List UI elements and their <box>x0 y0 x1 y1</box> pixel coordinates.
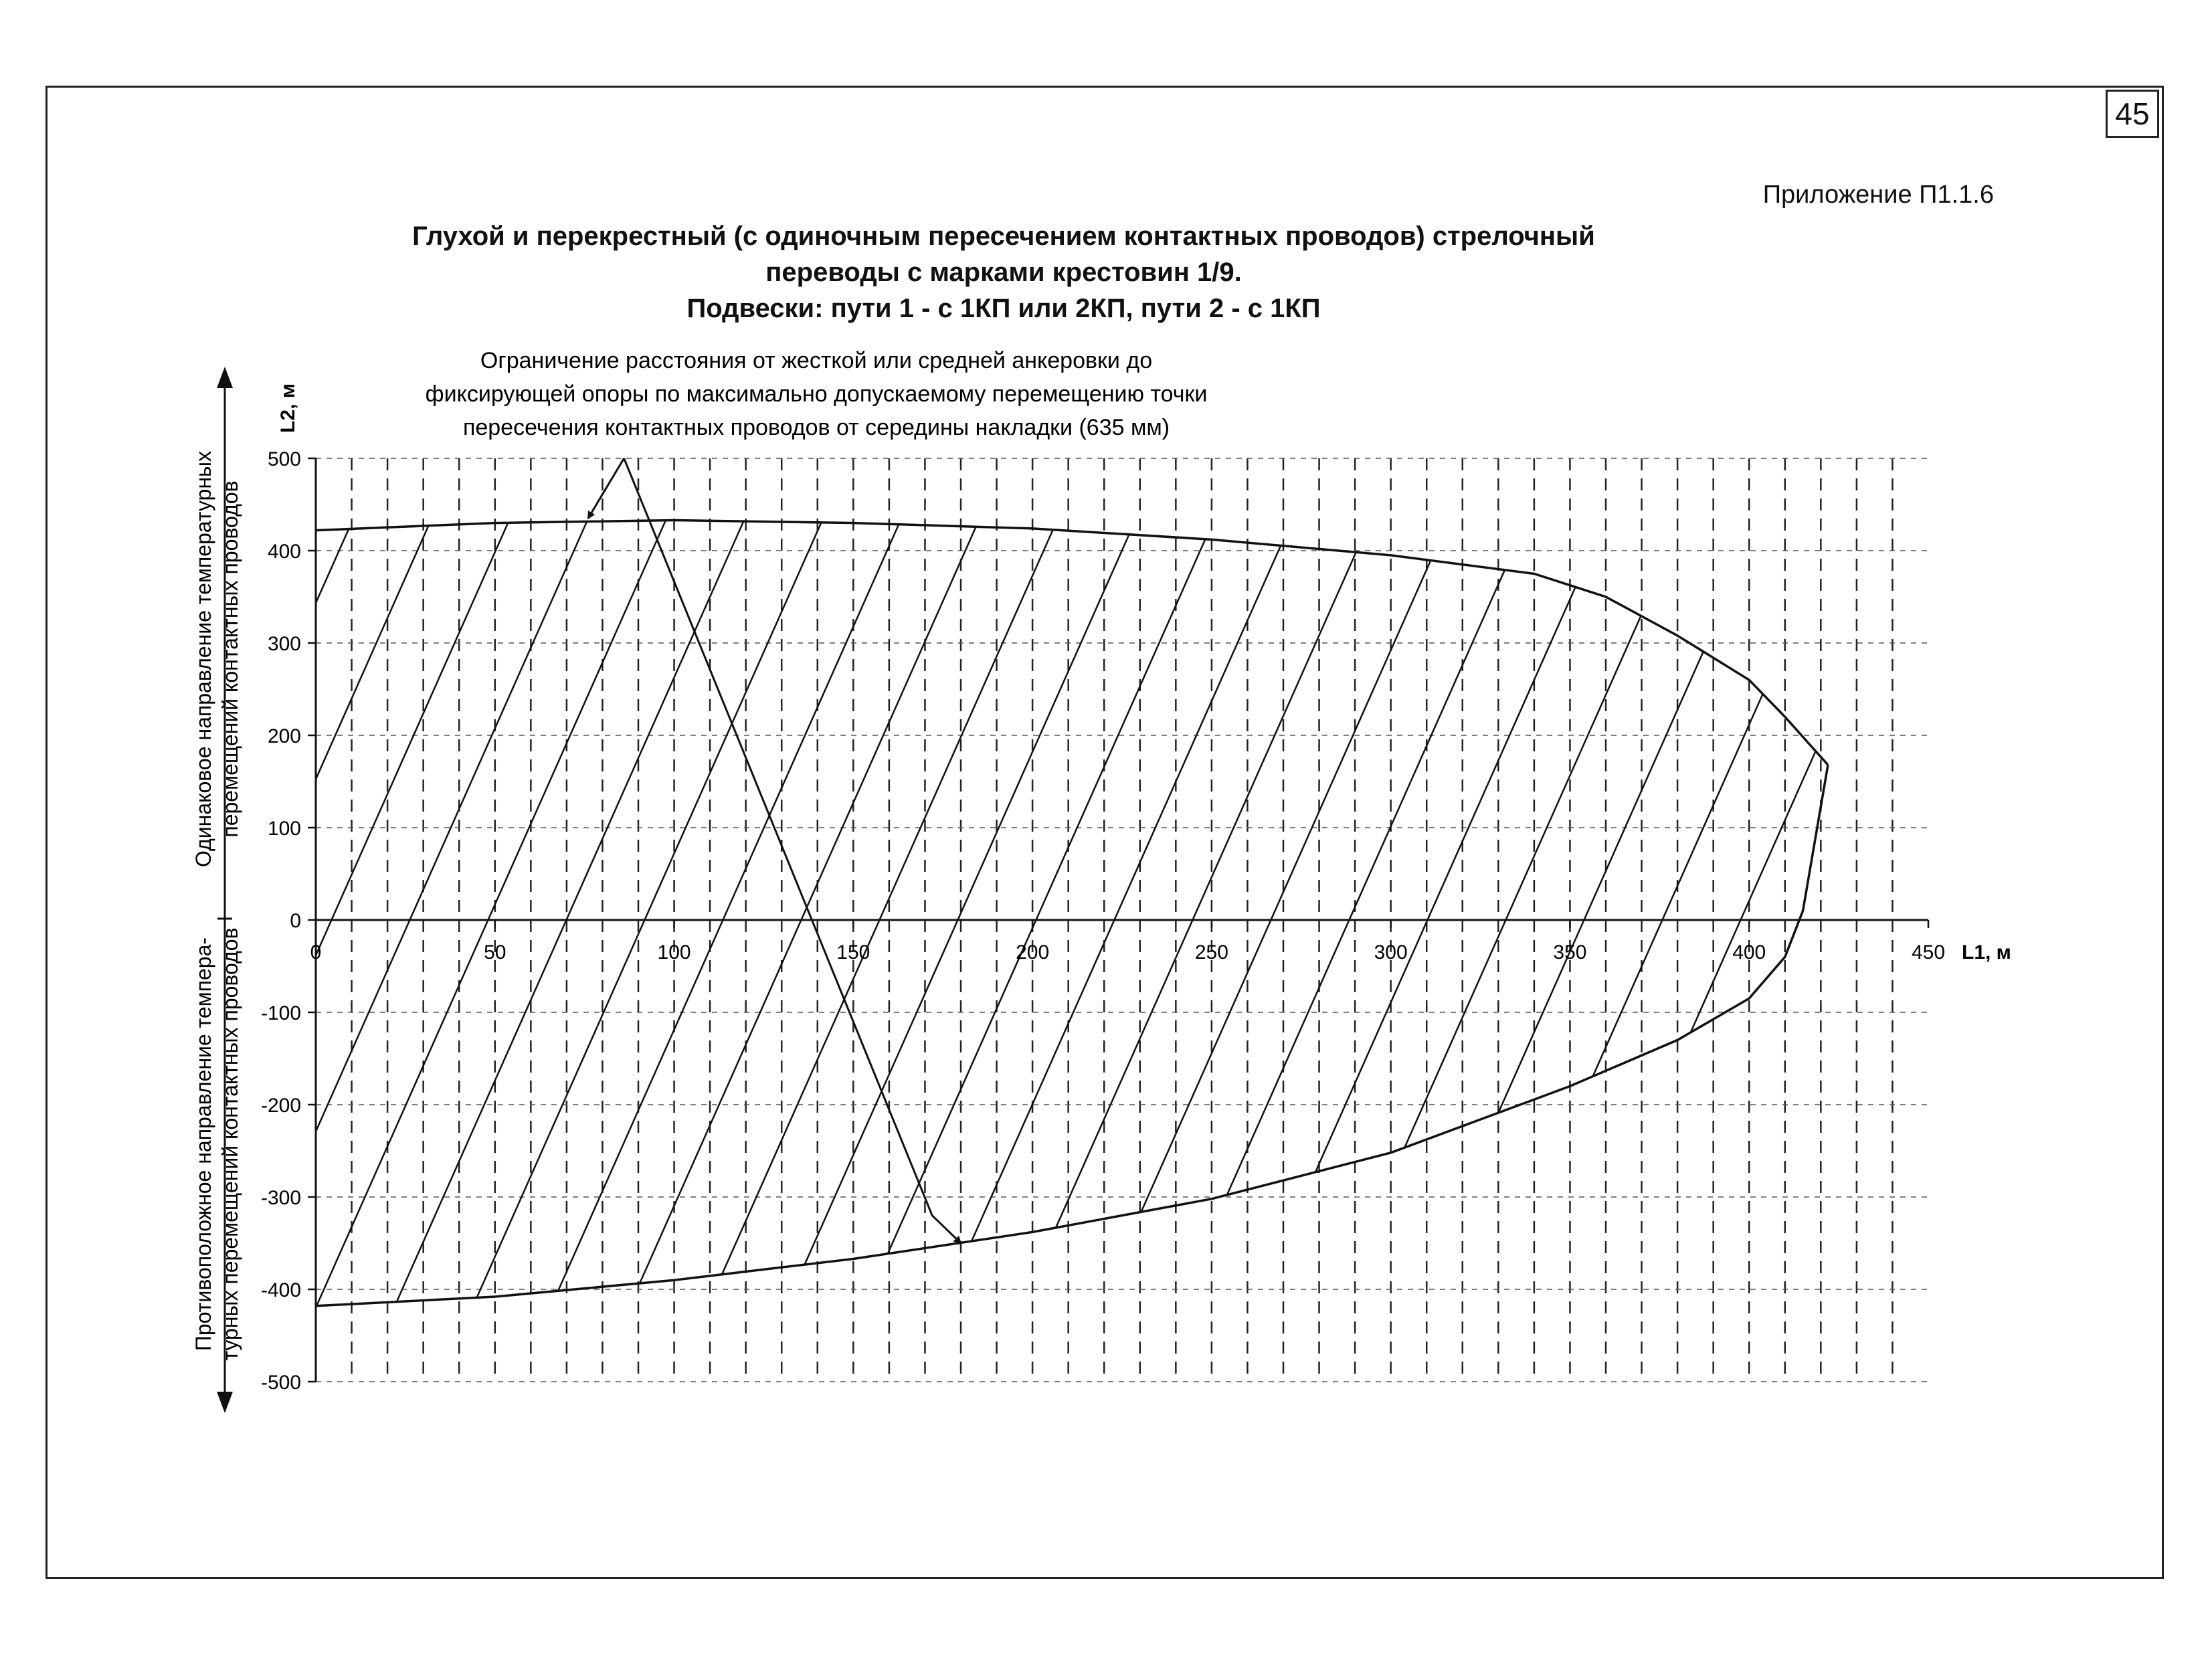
title-line-1: Глухой и перекрестный (с одиночным пересечением контактных проводов) стрелочный <box>412 221 1595 251</box>
y-tick-label: -400 <box>260 1279 301 1301</box>
hatch-line <box>23 0 665 1439</box>
hatch-line <box>258 0 900 1439</box>
hatch-line <box>571 0 1213 1439</box>
side-label-lower: Противоположное направление темпера- <box>191 937 215 1352</box>
hatch-line <box>727 0 1370 1439</box>
x-tick-label: 350 <box>1553 941 1587 963</box>
hatch-line <box>884 0 1526 1439</box>
hatch-line <box>1119 0 1761 1439</box>
hatch-line <box>336 0 978 1439</box>
annotation-line: пересечения контактных проводов от середины накладки (635 мм) <box>462 415 1170 440</box>
hatch-line <box>1980 0 2212 1439</box>
hatch-line <box>1823 0 2212 1439</box>
y-tick-label: -100 <box>260 1002 301 1024</box>
y-tick-label: 200 <box>267 725 301 747</box>
page-number: 45 <box>2106 90 2159 138</box>
x-tick-label: 50 <box>484 941 506 963</box>
y-tick-label: 400 <box>267 541 301 563</box>
hatch-line <box>1745 0 2212 1439</box>
side-arrow-down <box>217 1392 233 1413</box>
y-tick-label: 100 <box>267 818 301 840</box>
x-tick-label: 100 <box>657 941 691 963</box>
side-arrow-up <box>217 367 233 388</box>
y-tick-label: -500 <box>260 1372 301 1394</box>
hatch-line <box>1354 0 1996 1439</box>
y-tick-label: 0 <box>290 910 301 932</box>
x-tick-label: 0 <box>310 941 322 963</box>
side-label-upper: перемещений контактных проводов <box>218 480 242 838</box>
hatch-line <box>806 0 1448 1439</box>
hatch-line <box>492 0 1135 1439</box>
y-axis-label: L2, м <box>277 383 299 433</box>
y-tick-label: 500 <box>267 448 301 470</box>
title-line-3: Подвески: пути 1 - с 1КП или 2КП, пути 2 - с 1КП <box>686 294 1321 323</box>
title-line-2: переводы с марками крестовин 1/9. <box>765 258 1242 287</box>
constraint-arrow-left <box>588 458 624 519</box>
hatch-line <box>179 0 822 1439</box>
hatch-line <box>1588 0 2212 1439</box>
x-tick-label: 300 <box>1374 941 1408 963</box>
annotation-line: Ограничение расстояния от жесткой или средней анкеровки до <box>480 348 1153 373</box>
y-tick-label: 300 <box>267 633 301 655</box>
x-tick-label: 400 <box>1732 941 1766 963</box>
hatch-line <box>1902 0 2212 1439</box>
annotation-line: фиксирующей опоры по максимально допускаемому перемещению точки <box>425 381 1208 407</box>
side-label-upper: Одинаковое направление температурных <box>191 450 215 868</box>
text-layer <box>191 348 2011 1394</box>
hatch-line <box>1040 0 1683 1439</box>
y-tick-label: -200 <box>260 1095 301 1117</box>
x-tick-label: 450 <box>1911 941 1946 963</box>
y-tick-label: -300 <box>260 1187 301 1209</box>
hatch-line <box>1194 0 1839 1439</box>
x-axis-label: L1, м <box>1962 941 2011 963</box>
x-tick-label: 150 <box>836 941 870 963</box>
x-tick-label: 200 <box>1016 941 1050 963</box>
lower-boundary-curve <box>316 765 1828 1306</box>
hatch-line <box>1432 0 2074 1439</box>
appendix-label: Приложение П1.1.6 <box>1762 181 1994 209</box>
side-label-lower: турных перемещений контактных проводов <box>218 927 242 1361</box>
x-tick-label: 250 <box>1194 941 1228 963</box>
